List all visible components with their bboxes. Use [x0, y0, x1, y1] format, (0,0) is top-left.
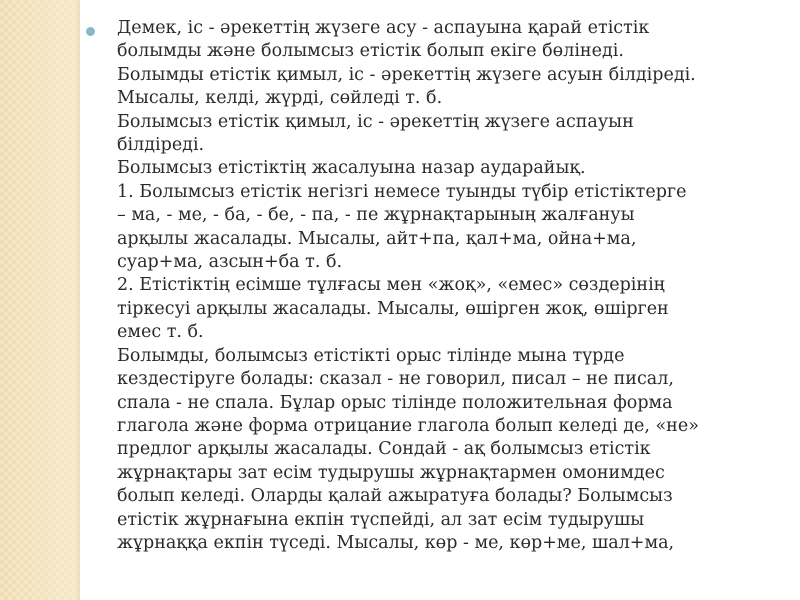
text-line: жұрнақтары зат есім тудырушы жұрнақтармен омонимдес — [117, 462, 665, 483]
text-line: Болымсыз етістіктің жасалуына назар аударайық. — [117, 158, 586, 179]
text-line: емес т. б. — [117, 322, 204, 343]
text-line: кездестіруге болады: сказал - не говорил, писал – не писал, — [117, 369, 674, 390]
text-line: етістік жұрнағына екпін түспейді, ал зат есім тудырушы — [117, 509, 645, 530]
text-line: болып келеді. Оларды қалай ажыратуға болады? Болымсыз — [117, 486, 673, 507]
slide-body-text — [117, 17, 785, 555]
text-line: предлог арқылы жасалады. Сондай - ақ болымсыз етістік — [117, 439, 651, 460]
text-line: 1. Болымсыз етістік негізгі немесе туынды түбір етістіктерге — [117, 181, 687, 202]
bullet-dot-icon — [86, 27, 95, 36]
text-line: арқылы жасалады. Мысалы, айт+па, қал+ма, ойна+ма, — [117, 228, 637, 249]
text-line: Болымды етістік қимыл, іс - әрекеттің жүзеге асуын білдіреді. — [117, 64, 696, 85]
text-line: суар+ма, азсын+ба т. б. — [117, 252, 343, 273]
text-line: Мысалы, келді, жүрді, сөйледі т. б. — [117, 88, 443, 109]
text-line: глагола және форма отрицание глагола болып келеді де, «не» — [117, 415, 699, 436]
text-line: Болымсыз етістік қимыл, іс - әрекеттің жүзеге аспауын — [117, 111, 634, 132]
text-line: 2. Етістіктің есімше тұлғасы мен «жоқ», «емес» сөздерінің — [117, 275, 665, 296]
text-line: – ма, - ме, - ба, - бе, - па, - пе жұрнақтарының жалғануы — [117, 205, 635, 226]
text-line: жұрнаққа екпін түседі. Мысалы, көр - ме, көр+ме, шал+ма, — [117, 532, 675, 553]
decorative-left-strip — [0, 0, 80, 600]
text-line: болымды және болымсыз етістік болып екіге бөлінеді. — [117, 41, 624, 62]
text-line: Болымды, болымсыз етістікті орыс тілінде мына түрде — [117, 345, 625, 366]
text-line: спала - не спала. Бұлар орыс тілінде положительная форма — [117, 392, 673, 413]
text-line: білдіреді. — [117, 135, 205, 156]
text-line: тіркесуі арқылы жасалады. Мысалы, өшірген жоқ, өшірген — [117, 298, 669, 319]
text-line: Демек, іс - әрекеттің жүзеге асу - аспауына қарай етістік — [117, 18, 650, 38]
